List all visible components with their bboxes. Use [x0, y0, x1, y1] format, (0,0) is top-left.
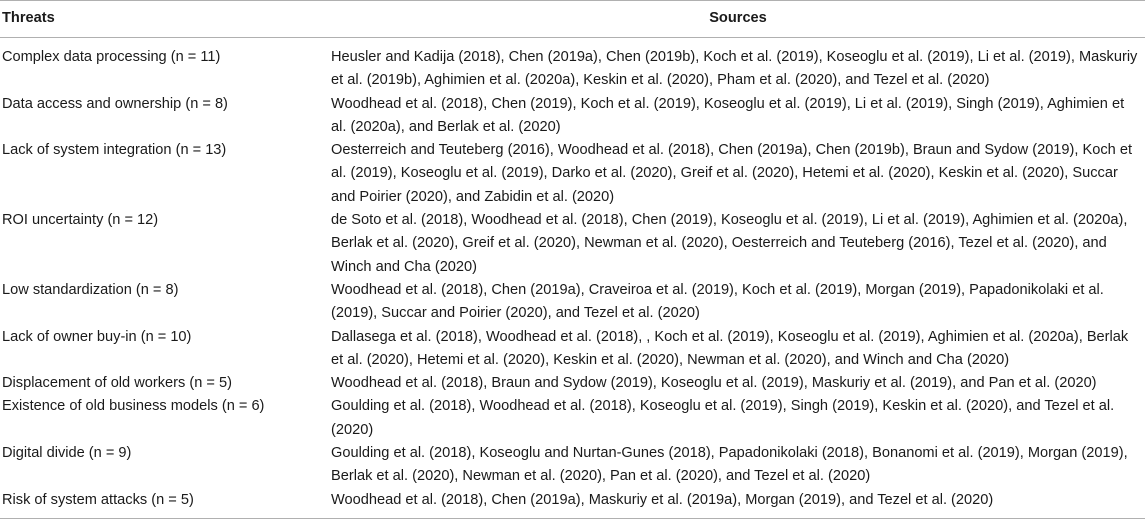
table-row	[0, 209, 1145, 279]
threats-column-header: Threats	[2, 10, 55, 27]
table-row	[0, 38, 1145, 93]
table-row	[0, 279, 1145, 326]
threat-cell: Complex data processing (n = 11)	[2, 49, 221, 65]
header-row	[0, 1, 1145, 38]
sources-cell: Heusler and Kadija (2018), Chen (2019a), Chen (2019b), Koch et al. (2019), Koseoglu et al. (2019), Li et al. (2019), Maskuriy et al. (2019b), Aghimien et al. (2020a), Keskin et al. (2020), Pham et al. (2020), and Tezel et al. (2020)	[331, 49, 1138, 89]
sources-cell: Dallasega et al. (2018), Woodhead et al. (2018), , Koch et al. (2019), Koseoglu et al. (2019), Aghimien et al. (2020a), Berlak et al. (2020), Hetemi et al. (2020), Keskin et al. (2020), Newman et al. (2020), and Winch and Cha (2020)	[331, 328, 1129, 368]
table-row	[0, 395, 1145, 442]
threat-cell: Risk of system attacks (n = 5)	[2, 491, 194, 508]
table-row	[0, 326, 1145, 373]
sources-cell: de Soto et al. (2018), Woodhead et al. (2018), Chen (2019), Koseoglu et al. (2019), Li et al. (2019), Aghimien et al. (2020a), Berlak et al. (2020), Greif et al. (2020), Newman et al. (2020), Oesterreich and Teuteberg (2016), Tezel et al. (2020), and Winch and Cha (2020)	[331, 212, 1128, 275]
table-body	[0, 38, 1145, 519]
table-row	[0, 93, 1145, 140]
threat-cell: Existence of old business models (n = 6)	[2, 398, 265, 415]
sources-cell: Oesterreich and Teuteberg (2016), Woodhead et al. (2018), Chen (2019a), Chen (2019b), Braun and Sydow (2019), Koch et al. (2019), Koseoglu et al. (2019), Darko et al. (2020), Greif et al. (2020), Hetemi et al. (2020), Keskin et al. (2020), Succar and Poirier (2020), and Zabidin et al. (2020)	[331, 142, 1132, 205]
table-row	[0, 372, 1145, 395]
sources-cell: Woodhead et al. (2018), Chen (2019), Koch et al. (2019), Koseoglu et al. (2019), Li et al. (2019), Singh (2019), Aghimien et al. (2020a), and Berlak et al. (2020)	[331, 95, 1125, 135]
sources-cell: Goulding et al. (2018), Koseoglu and Nurtan-Gunes (2018), Papadonikolaki (2018), Bonanomi et al. (2019), Morgan (2019), Berlak et al. (2020), Newman et al. (2020), Pan et al. (2020), and Tezel et al. (2020)	[331, 445, 1128, 485]
threat-cell: Lack of system integration (n = 13)	[2, 142, 227, 159]
table-header	[0, 1, 1145, 38]
table-row	[0, 489, 1145, 519]
threat-cell: Data access and ownership (n = 8)	[2, 95, 228, 112]
threat-cell: Lack of owner buy-in (n = 10)	[2, 328, 192, 345]
sources-column-header: Sources	[709, 10, 767, 27]
table-row	[0, 139, 1145, 209]
threat-cell: Low standardization (n = 8)	[2, 281, 179, 298]
sources-cell: Woodhead et al. (2018), Chen (2019a), Maskuriy et al. (2019a), Morgan (2019), and Tezel et al. (2020)	[331, 491, 994, 508]
threat-cell: ROI uncertainty (n = 12)	[2, 212, 159, 229]
sources-cell: Woodhead et al. (2018), Braun and Sydow (2019), Koseoglu et al. (2019), Maskuriy et al. (2019), and Pan et al. (2020)	[331, 375, 1097, 392]
sources-cell: Woodhead et al. (2018), Chen (2019a), Craveiroa et al. (2019), Koch et al. (2019), Morgan (2019), Papadonikolaki et al. (2019), Succar and Poirier (2020), and Tezel et al. (2020)	[331, 281, 1104, 322]
threat-cell: Displacement of old workers (n = 5)	[2, 375, 232, 392]
table-row	[0, 442, 1145, 489]
threat-cell: Digital divide (n = 9)	[2, 445, 132, 462]
sources-cell: Goulding et al. (2018), Woodhead et al. (2018), Koseoglu et al. (2019), Singh (2019), Keskin et al. (2020), and Tezel et al. (2020)	[331, 398, 1115, 438]
